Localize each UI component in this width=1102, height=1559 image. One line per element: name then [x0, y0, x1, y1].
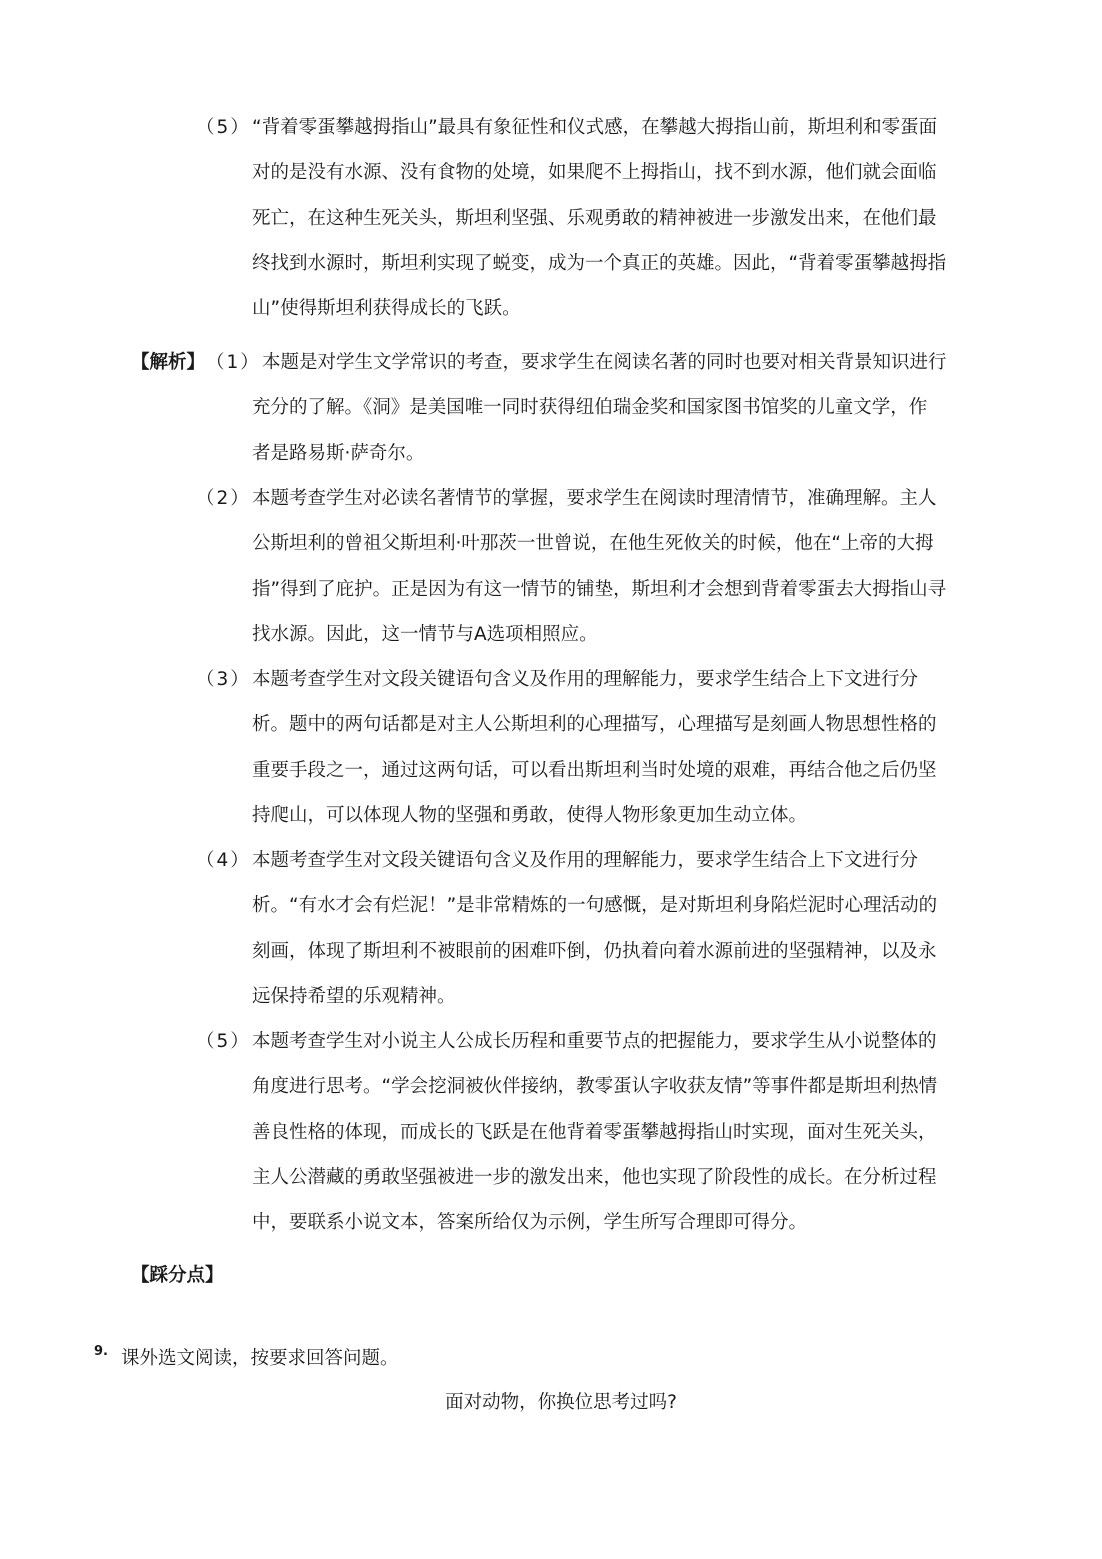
- text-line: 主人公潜藏的勇敢坚强被进一步的激发出来，他也实现了阶段性的成长。在分析过程: [252, 1166, 937, 1188]
- text-line: 对的是没有水源、没有食物的处境，如果爬不上拇指山，找不到水源，他们就会面临: [252, 162, 937, 184]
- text-line: 本题考查学生对必读名著情节的掌握，要求学生在阅读时理清情节，准确理解。主人: [252, 488, 937, 509]
- text-line: 本题考查学生对文段关键语句含义及作用的理解能力，要求学生结合上下文进行分: [252, 850, 919, 871]
- text-line: 指”得到了庇护。正是因为有这一情节的铺垫，斯坦利才会想到背着零蛋去大拇指山寻: [252, 578, 947, 600]
- text-line: 死亡，在这种生死关头，斯坦利坚强、乐观勇敢的精神被进一步激发出来，在他们最: [252, 207, 937, 229]
- text-line: 本题是对学生文学常识的考查，要求学生在阅读名著的同时也要对相关背景知识进行: [262, 352, 947, 373]
- analysis-item-4-number: （4）: [196, 850, 251, 871]
- text-line: 山”使得斯坦利获得成长的飞跃。: [252, 298, 521, 320]
- score-points-label: 【踩分点】: [131, 1265, 224, 1286]
- analysis-item-3-number: （3）: [196, 669, 251, 690]
- answer-5-number: （5）: [196, 117, 251, 138]
- text-line: “背着零蛋攀越拇指山”最具有象征性和仪式感，在攀越大拇指山前，斯坦利和零蛋面: [252, 117, 938, 138]
- text-line: 公斯坦利的曾祖父斯坦利·叶那茨一世曾说，在他生死攸关的时候，他在“上帝的大拇: [252, 533, 934, 555]
- text-line: 重要手段之一，通过这两句话，可以看出斯坦利当时处境的艰难，再结合他之后仍坚: [252, 759, 937, 781]
- text-line: 本题考查学生对小说主人公成长历程和重要节点的把握能力，要求学生从小说整体的: [252, 1031, 937, 1052]
- analysis-item-5-text: [252, 1019, 937, 1245]
- question-9-number: 9.: [94, 1344, 108, 1359]
- text-line: 终找到水源时，斯坦利实现了蜕变，成为一个真正的英雄。因此，“背着零蛋攀越拇指: [252, 252, 947, 274]
- analysis-item-4-text: [252, 838, 937, 1019]
- analysis-item-2-text: [252, 476, 946, 657]
- analysis-label: 【解析】: [131, 352, 206, 373]
- text-line: 本题考查学生对文段关键语句含义及作用的理解能力，要求学生结合上下文进行分: [252, 669, 919, 690]
- analysis-item-5-number: （5）: [196, 1031, 251, 1052]
- text-line: 者是路易斯·萨奇尔。: [252, 442, 425, 464]
- analysis-item-1-text-cont: [252, 385, 927, 476]
- passage-title: 面对动物，你换位思考过吗?: [445, 1392, 677, 1413]
- analysis-item-1-text: [262, 340, 947, 385]
- text-line: 角度进行思考。“学会挖洞被伙伴接纳，教零蛋认字收获友情”等事件都是斯坦利热情: [252, 1076, 938, 1098]
- text-line: 善良性格的体现，而成长的飞跃是在他背着零蛋攀越拇指山时实现，面对生死关头，: [252, 1121, 937, 1143]
- text-line: 刻画，体现了斯坦利不被眼前的困难吓倒，仍执着向着水源前进的坚强精神，以及永: [252, 940, 937, 962]
- answer-5-text: [252, 105, 946, 331]
- text-line: 中，要联系小说文本，答案所给仅为示例，学生所写合理即可得分。: [252, 1212, 808, 1234]
- text-line: 持爬山，可以体现人物的坚强和勇敢，使得人物形象更加生动立体。: [252, 804, 808, 826]
- analysis-item-3-text: [252, 657, 937, 838]
- analysis-item-2-number: （2）: [196, 488, 251, 509]
- text-line: 析。“有水才会有烂泥！”是非常精炼的一句感慨，是对斯坦利身陷烂泥时心理活动的: [252, 895, 938, 917]
- question-9-prompt: 课外选文阅读，按要求回答问题。: [121, 1348, 399, 1369]
- text-line: 找水源。因此，这一情节与A选项相照应。: [252, 623, 598, 645]
- text-line: 远保持希望的乐观精神。: [252, 985, 456, 1007]
- analysis-item-1-number: （1）: [206, 352, 261, 373]
- text-line: 充分的了解。《洞》是美国唯一同时获得纽伯瑞金奖和国家图书馆奖的儿童文学，作: [252, 397, 928, 419]
- text-line: 析。题中的两句话都是对主人公斯坦利的心理描写，心理描写是刻画人物思想性格的: [252, 714, 937, 736]
